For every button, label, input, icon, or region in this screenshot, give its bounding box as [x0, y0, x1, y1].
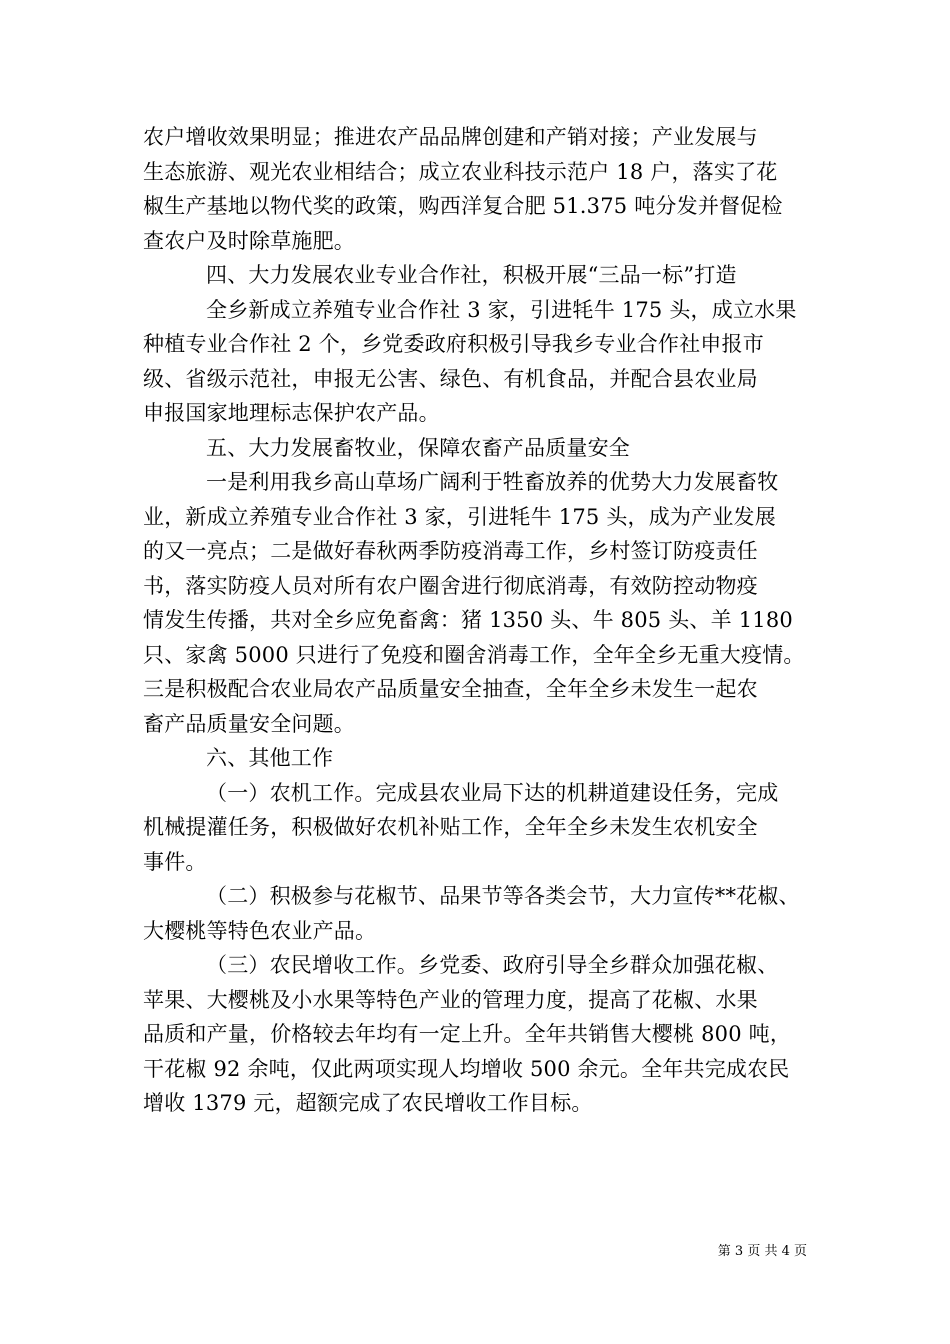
- text-line: 大樱桃等特色农业产品。: [143, 918, 377, 943]
- paragraph-cooperatives: [143, 293, 808, 431]
- text-line: （一）农机工作。完成县农业局下达的机耕道建设任务，完成: [206, 780, 779, 805]
- paragraph-income-increase: [143, 948, 808, 1121]
- heading-line: 五、大力发展畜牧业，保障农畜产品质量安全: [206, 435, 630, 460]
- text-line: 机械提灌任务，积极做好农机补贴工作，全年全乡未发生农机安全: [143, 815, 758, 839]
- document-body: [143, 120, 808, 1121]
- paragraph-husbandry: [143, 465, 808, 741]
- text-line: 的又一亮点；二是做好春秋两季防疫消毒工作，乡村签订防疫责任: [143, 539, 758, 563]
- text-line: 三是积极配合农业局农产品质量安全抽查，全年全乡未发生一起农: [143, 677, 758, 701]
- text-line: 只、家禽 5000 只进行了免疫和圈舍消毒工作，全年全乡无重大疫情。: [143, 642, 805, 667]
- text-line: 苹果、大樱桃及小水果等特色产业的管理力度，提高了花椒、水果: [143, 987, 758, 1012]
- text-line: 种植专业合作社 2 个，乡党委政府积极引导我乡专业合作社申报市: [143, 332, 764, 356]
- text-line: 书，落实防疫人员对所有农户圈舍进行彻底消毒，有效防控动物疫: [143, 573, 758, 598]
- text-line: 情发生传播，共对全乡应免畜禽：猪 1350 头、牛 805 头、羊 1180: [143, 608, 793, 632]
- text-line: 级、省级示范社，申报无公害、绿色、有机食品，并配合县农业局: [143, 366, 758, 391]
- section-heading-6: [143, 741, 808, 776]
- section-heading-4: [143, 258, 808, 293]
- paragraph-festivals: [143, 879, 808, 948]
- text-line: （二）积极参与花椒节、品果节等各类会节，大力宣传**花椒、: [206, 884, 800, 908]
- text-line: 农户增收效果明显；推进农产品品牌创建和产销对接；产业发展与: [143, 125, 758, 149]
- text-line: 事件。: [143, 849, 207, 874]
- text-line: 畜产品质量安全问题。: [143, 711, 355, 736]
- text-line: 增收 1379 元，超额完成了农民增收工作目标。: [143, 1091, 593, 1115]
- text-line: 生态旅游、观光农业相结合；成立农业科技示范户 18 户，落实了花: [143, 159, 778, 184]
- text-line: 申报国家地理标志保护农产品。: [143, 401, 440, 425]
- paragraph-farm-machinery: [143, 776, 808, 880]
- text-line: 椒生产基地以物代奖的政策，购西洋复合肥 51.375 吨分发并督促检: [143, 194, 783, 218]
- text-line: 查农户及时除草施肥。: [143, 228, 355, 253]
- heading-line: 四、大力发展农业专业合作社，积极开展“三品一标”打造: [206, 263, 737, 287]
- paragraph-continuation: [143, 120, 808, 258]
- text-line: 全乡新成立养殖专业合作社 3 家，引进牦牛 175 头，成立水果: [206, 297, 797, 322]
- page-number: 第 3 页 共 4 页: [717, 1244, 807, 1259]
- heading-line: 六、其他工作: [206, 746, 334, 770]
- text-line: 干花椒 92 余吨，仅此两项实现人均增收 500 余元。全年共完成农民: [143, 1056, 790, 1081]
- text-line: 品质和产量，价格较去年均有一定上升。全年共销售大樱桃 800 吨，: [143, 1022, 792, 1046]
- section-heading-5: [143, 431, 808, 466]
- text-line: 一是利用我乡高山草场广阔利于牲畜放养的优势大力发展畜牧: [206, 470, 779, 494]
- text-line: 业，新成立养殖专业合作社 3 家，引进牦牛 175 头，成为产业发展: [143, 504, 776, 529]
- text-line: （三）农民增收工作。乡党委、政府引导全乡群众加强花椒、: [206, 953, 779, 977]
